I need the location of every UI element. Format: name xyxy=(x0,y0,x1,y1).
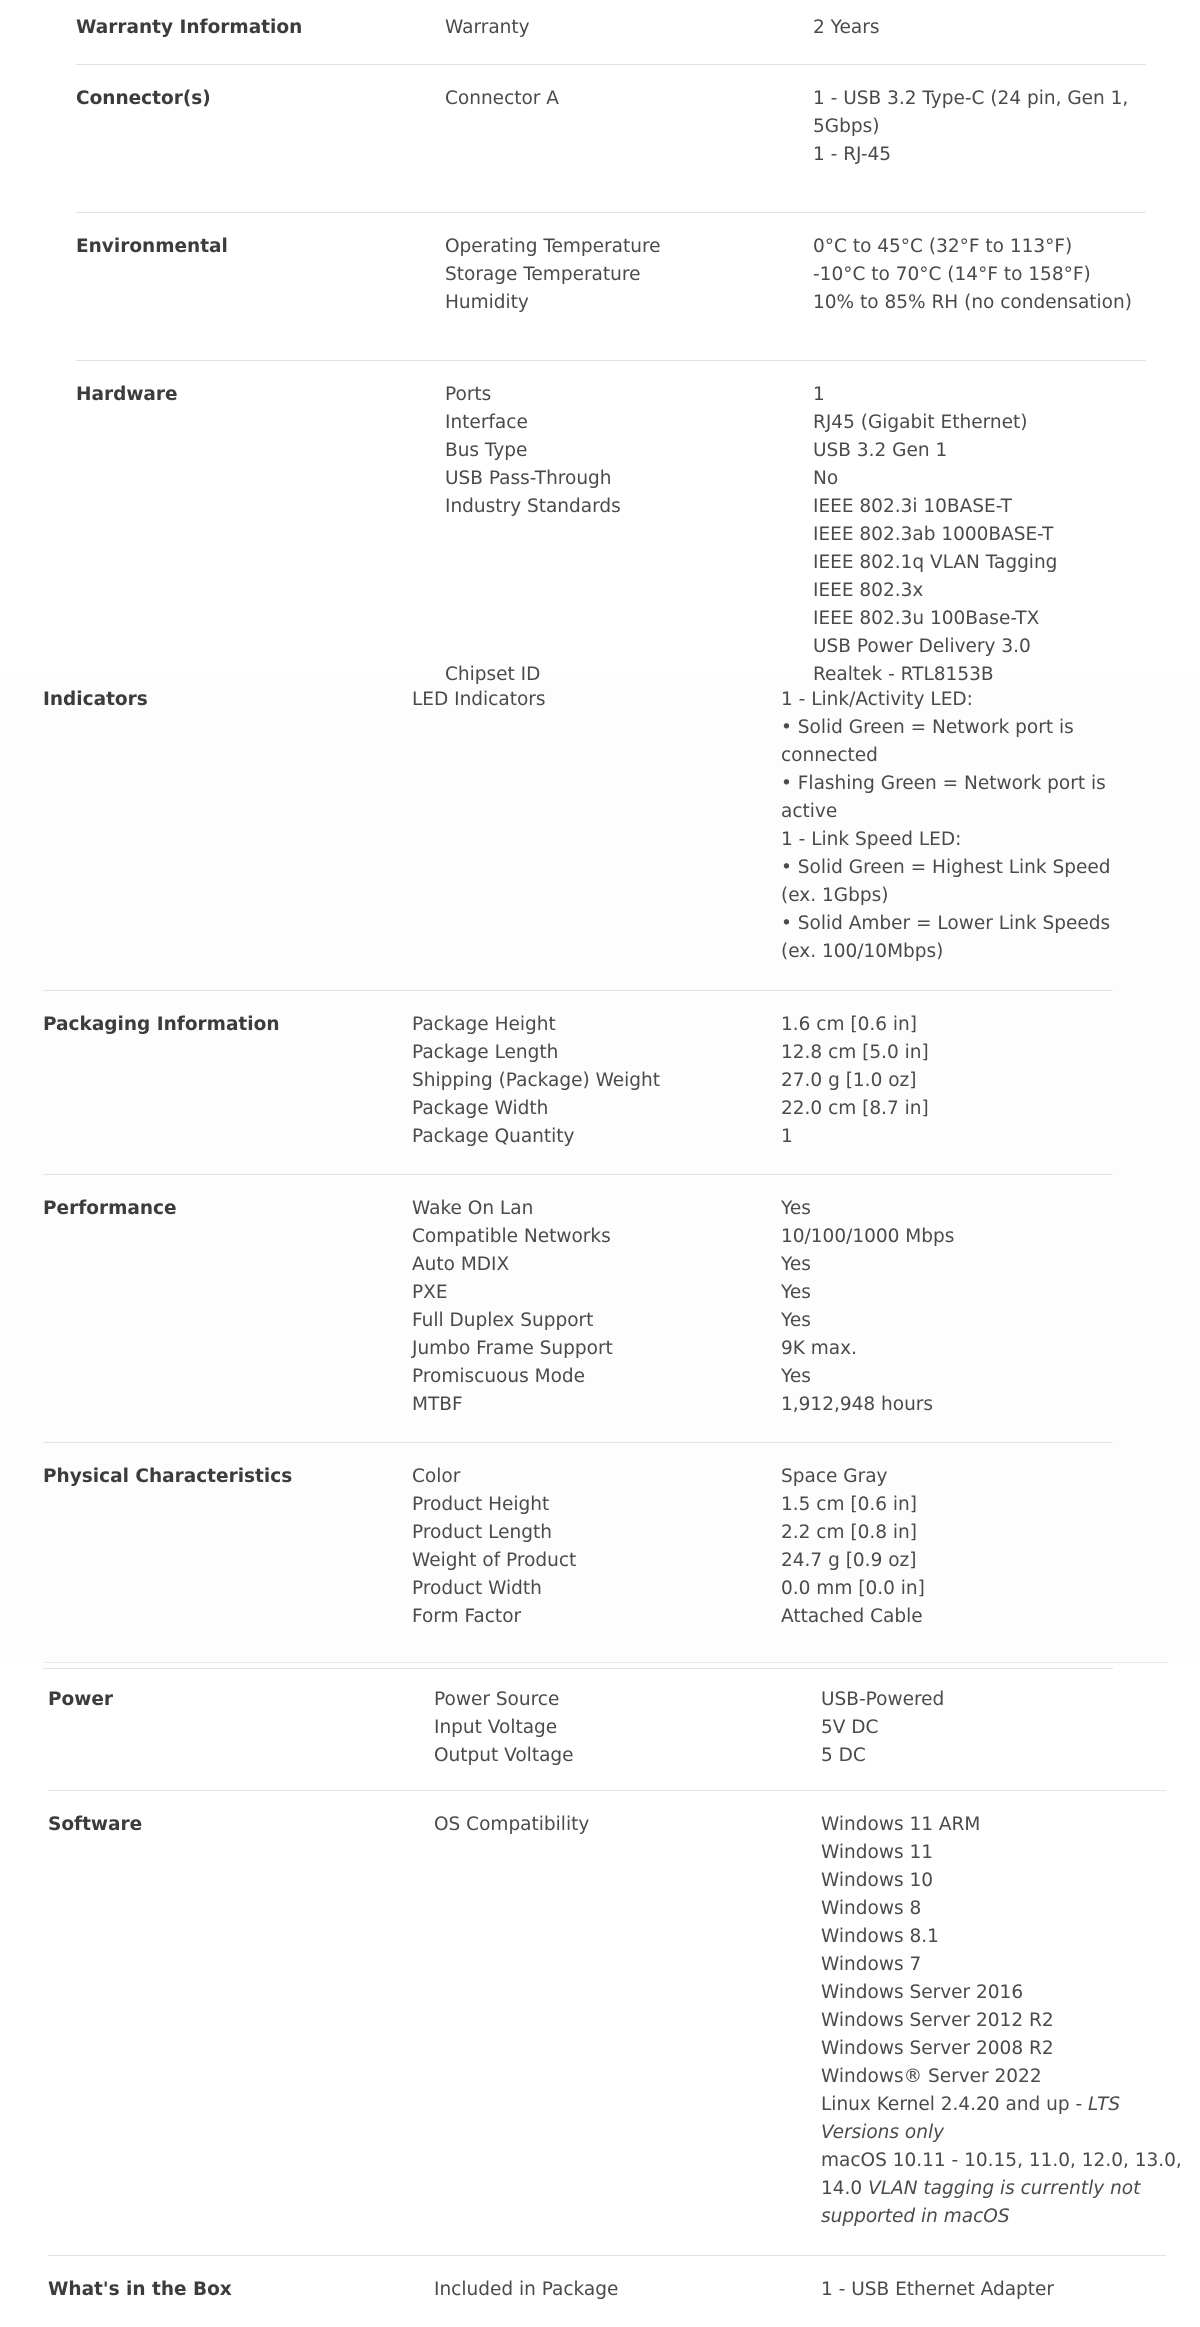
spec-row-hardware xyxy=(76,381,1146,711)
spec-values xyxy=(813,85,1128,169)
spec-value: active xyxy=(781,801,838,822)
spec-label: Compatible Networks xyxy=(412,1226,611,1247)
spec-value: 0°C to 45°C (32°F to 113°F) xyxy=(813,236,1073,257)
spec-value: Windows 7 xyxy=(821,1954,922,1975)
spec-label: PXE xyxy=(412,1282,448,1303)
spec-value: Windows Server 2008 R2 xyxy=(821,2038,1054,2059)
spec-row-physical xyxy=(43,1463,1113,1669)
spec-value: 1 xyxy=(781,1126,793,1147)
spec-label: USB Pass-Through xyxy=(445,468,612,489)
spec-label: Included in Package xyxy=(434,2279,619,2300)
spec-values xyxy=(781,686,1110,966)
spec-value: 24.7 g [0.9 oz] xyxy=(781,1550,917,1571)
spec-value: Attached Cable xyxy=(781,1606,923,1627)
spec-value: IEEE 802.1q VLAN Tagging xyxy=(813,552,1058,573)
category-label: Environmental xyxy=(76,236,228,257)
spec-labels xyxy=(445,381,621,689)
spec-value: 1 - Link/Activity LED: xyxy=(781,689,973,710)
spec-label: Color xyxy=(412,1466,461,1487)
spec-group-top xyxy=(76,14,1146,711)
spec-value: Windows Server 2012 R2 xyxy=(821,2010,1054,2031)
spec-value: USB 3.2 Gen 1 xyxy=(813,440,948,461)
category-label: Packaging Information xyxy=(43,1014,280,1035)
spec-label: Bus Type xyxy=(445,440,528,461)
spec-value: 1.6 cm [0.6 in] xyxy=(781,1014,917,1035)
spec-labels xyxy=(434,2276,618,2304)
spec-value: connected xyxy=(781,745,878,766)
spec-label: Full Duplex Support xyxy=(412,1310,594,1331)
spec-label: Product Width xyxy=(412,1578,542,1599)
spec-label: Product Length xyxy=(412,1522,552,1543)
spec-labels xyxy=(412,686,546,714)
spec-row-software xyxy=(48,1811,1182,2256)
spec-label: Auto MDIX xyxy=(412,1254,510,1275)
spec-group-bottom xyxy=(48,1686,1182,2324)
spec-value: Yes xyxy=(781,1254,811,1275)
spec-value: 27.0 g [1.0 oz] xyxy=(781,1070,917,1091)
spec-values xyxy=(821,1811,1182,2231)
spec-value: 1.5 cm [0.6 in] xyxy=(781,1494,917,1515)
spec-label: OS Compatibility xyxy=(434,1814,590,1835)
category-label: Performance xyxy=(43,1198,177,1219)
spec-value: 1 - USB 3.2 Type-C (24 pin, Gen 1, xyxy=(813,88,1129,109)
spec-value: 1 xyxy=(813,384,825,405)
spec-value-note: Versions only xyxy=(821,2122,945,2143)
spec-values xyxy=(821,2276,1054,2304)
category-label: Software xyxy=(48,1814,143,1835)
spec-value: USB Power Delivery 3.0 xyxy=(813,636,1031,657)
spec-value: Yes xyxy=(781,1282,811,1303)
spec-value: 12.8 cm [5.0 in] xyxy=(781,1042,929,1063)
spec-row-environmental xyxy=(76,233,1146,361)
spec-value: IEEE 802.3i 10BASE-T xyxy=(813,496,1012,517)
category-label: Warranty Information xyxy=(76,17,303,38)
spec-label: Promiscuous Mode xyxy=(412,1366,586,1387)
spec-value: 2.2 cm [0.8 in] xyxy=(781,1522,917,1543)
spec-label: Package Width xyxy=(412,1098,549,1119)
spec-group-middle xyxy=(43,686,1113,1669)
spec-value: • Solid Amber = Lower Link Speeds xyxy=(781,913,1111,934)
spec-row-packaging xyxy=(43,1011,1113,1175)
spec-label: Wake On Lan xyxy=(412,1198,534,1219)
spec-label: Output Voltage xyxy=(434,1745,574,1766)
spec-label: Shipping (Package) Weight xyxy=(412,1070,661,1091)
spec-values xyxy=(781,1195,954,1419)
spec-value-macos: 14.0 VLAN tagging is currently not xyxy=(821,2178,1141,2199)
spec-value: 0.0 mm [0.0 in] xyxy=(781,1578,925,1599)
spec-label: Connector A xyxy=(445,88,559,109)
spec-value: Windows 11 ARM xyxy=(821,1814,981,1835)
spec-value: • Flashing Green = Network port is xyxy=(781,773,1106,794)
spec-value: 10/100/1000 Mbps xyxy=(781,1226,955,1247)
spec-label: LED Indicators xyxy=(412,689,546,710)
category-label: Hardware xyxy=(76,384,178,405)
spec-label: Package Length xyxy=(412,1042,559,1063)
spec-label: MTBF xyxy=(412,1394,463,1415)
spec-value: Windows 10 xyxy=(821,1870,934,1891)
spec-value: 5 DC xyxy=(821,1745,866,1766)
spec-row-box xyxy=(48,2276,1166,2324)
spec-label: Power Source xyxy=(434,1689,560,1710)
spec-value: -10°C to 70°C (14°F to 158°F) xyxy=(813,264,1091,285)
spec-label: Storage Temperature xyxy=(445,264,641,285)
spec-labels xyxy=(412,1463,576,1631)
spec-value-macos: macOS 10.11 - 10.15, 11.0, 12.0, 13.0, xyxy=(821,2150,1182,2171)
spec-row-connectors xyxy=(76,85,1146,213)
spec-value: 2 Years xyxy=(813,17,880,38)
spec-value-note: supported in macOS xyxy=(821,2206,1010,2227)
spec-value: 5Gbps) xyxy=(813,116,880,137)
spec-value: 22.0 cm [8.7 in] xyxy=(781,1098,929,1119)
spec-row-power xyxy=(48,1686,1166,1791)
spec-row-warranty xyxy=(76,14,1146,65)
spec-value: 1,912,948 hours xyxy=(781,1394,934,1415)
spec-value: Yes xyxy=(781,1310,811,1331)
spec-values xyxy=(813,381,1057,689)
spec-value: Windows 11 xyxy=(821,1842,934,1863)
spec-labels xyxy=(445,85,559,113)
spec-value: (ex. 1Gbps) xyxy=(781,885,889,906)
spec-value: IEEE 802.3x xyxy=(813,580,924,601)
spec-value: Yes xyxy=(781,1366,811,1387)
spec-value: 1 - USB Ethernet Adapter xyxy=(821,2279,1055,2300)
spec-values xyxy=(821,1686,944,1770)
spec-value-linux: Linux Kernel 2.4.20 and up - LTS xyxy=(821,2094,1121,2115)
spec-value: 1 - Link Speed LED: xyxy=(781,829,962,850)
spec-value: Yes xyxy=(781,1198,811,1219)
spec-label: Chipset ID xyxy=(445,664,541,685)
spec-label: Weight of Product xyxy=(412,1550,577,1571)
spec-labels xyxy=(412,1011,660,1151)
category-label: What's in the Box xyxy=(48,2279,232,2300)
spec-values xyxy=(813,14,879,42)
spec-value: 1 - RJ-45 xyxy=(813,144,892,165)
spec-row-indicators xyxy=(43,686,1113,991)
section-divider xyxy=(43,1662,1167,1663)
spec-value: No xyxy=(813,468,839,489)
spec-label: Jumbo Frame Support xyxy=(412,1338,613,1359)
spec-value: Windows 8.1 xyxy=(821,1926,939,1947)
spec-label: Industry Standards xyxy=(445,496,621,517)
spec-values xyxy=(813,233,1132,317)
spec-label: Input Voltage xyxy=(434,1717,558,1738)
spec-labels xyxy=(434,1811,589,1839)
spec-label: Form Factor xyxy=(412,1606,522,1627)
spec-value: 9K max. xyxy=(781,1338,857,1359)
spec-labels xyxy=(434,1686,574,1770)
spec-label: Package Quantity xyxy=(412,1126,575,1147)
spec-labels xyxy=(445,233,661,317)
spec-value: • Solid Green = Highest Link Speed xyxy=(781,857,1111,878)
spec-labels xyxy=(445,14,530,42)
spec-value: USB-Powered xyxy=(821,1689,945,1710)
spec-label: Operating Temperature xyxy=(445,236,661,257)
spec-value: IEEE 802.3ab 1000BASE-T xyxy=(813,524,1054,545)
spec-value: (ex. 100/10Mbps) xyxy=(781,941,944,962)
spec-value: Space Gray xyxy=(781,1466,888,1487)
spec-values xyxy=(781,1463,925,1631)
spec-label: Ports xyxy=(445,384,492,405)
category-label: Indicators xyxy=(43,689,148,710)
spec-values xyxy=(781,1011,929,1151)
spec-value: • Solid Green = Network port is xyxy=(781,717,1074,738)
category-label: Connector(s) xyxy=(76,88,211,109)
spec-value: Windows® Server 2022 xyxy=(821,2066,1042,2087)
spec-label: Package Height xyxy=(412,1014,556,1035)
spec-label: Humidity xyxy=(445,292,529,313)
spec-value: Windows 8 xyxy=(821,1898,922,1919)
spec-value: Realtek - RTL8153B xyxy=(813,664,994,685)
spec-value: 5V DC xyxy=(821,1717,879,1738)
category-label: Physical Characteristics xyxy=(43,1466,293,1487)
spec-labels xyxy=(412,1195,613,1419)
spec-label: Product Height xyxy=(412,1494,550,1515)
spec-label: Interface xyxy=(445,412,528,433)
spec-label: Warranty xyxy=(445,17,530,38)
category-label: Power xyxy=(48,1689,114,1710)
spec-row-performance xyxy=(43,1195,1113,1443)
spec-value: IEEE 802.3u 100Base-TX xyxy=(813,608,1040,629)
spec-value: 10% to 85% RH (no condensation) xyxy=(813,292,1132,313)
spec-value: Windows Server 2016 xyxy=(821,1982,1024,2003)
spec-value: RJ45 (Gigabit Ethernet) xyxy=(813,412,1028,433)
